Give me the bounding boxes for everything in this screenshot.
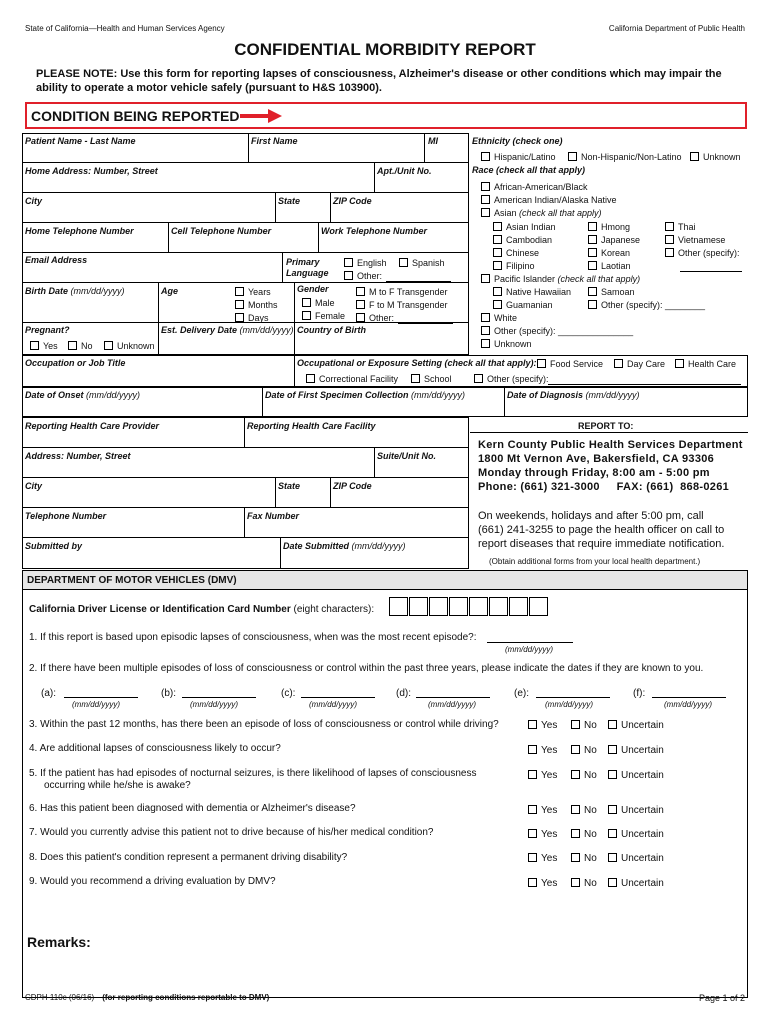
provider-address-label[interactable]: Address: Number, Street: [25, 451, 131, 461]
q9-no-checkbox[interactable]: No: [571, 877, 597, 890]
condition-banner[interactable]: [25, 102, 747, 129]
hawaiian-checkbox[interactable]: Native Hawaiian: [493, 286, 571, 299]
report-to-line-2: 1800 Mt Vernon Ave, Bakersfield, CA 93306: [478, 453, 715, 465]
date-e-line[interactable]: [536, 697, 610, 698]
email-label[interactable]: Email Address: [25, 255, 88, 265]
date-e-format: (mm/dd/yyyy): [545, 700, 593, 709]
question-9: 9. Would you recommend a driving evaluation by DMV?: [29, 876, 276, 887]
years-checkbox[interactable]: Years: [235, 286, 271, 299]
setting-other-checkbox[interactable]: Other (specify):: [474, 373, 549, 386]
q4-uncertain-checkbox[interactable]: Uncertain: [608, 744, 664, 757]
q8-no-checkbox[interactable]: No: [571, 852, 597, 865]
thai-checkbox[interactable]: Thai: [665, 221, 696, 234]
pacific-other-checkbox[interactable]: Other (specify): ________: [588, 299, 705, 312]
primary-label: Primary: [286, 257, 320, 267]
gender-label: Gender: [297, 284, 329, 294]
date-c-label: (c):: [281, 688, 296, 699]
report-to-line-4: Phone: (661) 321-3000 FAX: (661) 868-0261: [478, 481, 730, 493]
race-other-checkbox[interactable]: Other (specify): _______________: [481, 325, 633, 338]
american-indian-checkbox[interactable]: American Indian/Alaska Native: [481, 194, 617, 207]
q4-no-checkbox[interactable]: No: [571, 744, 597, 757]
filipino-checkbox[interactable]: Filipino: [493, 260, 535, 273]
date-c-line[interactable]: [301, 697, 375, 698]
non-hispanic-checkbox[interactable]: Non-Hispanic/Non-Latino: [568, 151, 682, 164]
facility-label[interactable]: Reporting Health Care Facility: [247, 421, 376, 431]
provider-zip-label[interactable]: ZIP Code: [333, 481, 372, 491]
condition-title: CONDITION BEING REPORTED: [31, 108, 240, 124]
date-a-format: (mm/dd/yyyy): [72, 700, 120, 709]
date-d-line[interactable]: [416, 697, 490, 698]
mtof-checkbox[interactable]: M to F Transgender: [356, 286, 448, 299]
q3-uncertain-checkbox[interactable]: Uncertain: [608, 719, 664, 732]
form-number: CDPH 110c (06/16): [25, 993, 95, 1002]
months-checkbox[interactable]: Months: [235, 299, 278, 312]
note-line-2: ability to operate a motor vehicle safely (pursuant to H&S 103900).: [36, 82, 382, 94]
date-d-label: (d):: [396, 688, 411, 699]
q1-date-line[interactable]: [487, 642, 573, 643]
date-b-label: (b):: [161, 688, 176, 699]
country-birth-label[interactable]: Country of Birth: [297, 325, 366, 335]
asian-other-checkbox[interactable]: Other (specify):: [665, 247, 740, 260]
work-tel-label[interactable]: Work Telephone Number: [321, 226, 428, 236]
date-d-format: (mm/dd/yyyy): [428, 700, 476, 709]
date-b-line[interactable]: [182, 697, 256, 698]
q8-yes-checkbox[interactable]: Yes: [528, 852, 557, 865]
state-label[interactable]: State: [278, 196, 301, 206]
question-3: 3. Within the past 12 months, has there been an episode of loss of consciousness or control while driving?: [29, 719, 499, 730]
report-to-line-3: Monday through Friday, 8:00 am - 5:00 pm: [478, 467, 710, 479]
q4-yes-checkbox[interactable]: Yes: [528, 744, 557, 757]
gender-other-checkbox[interactable]: Other:: [356, 312, 394, 325]
setting-label: Occupational or Exposure Setting (check all that apply):: [297, 358, 537, 368]
question-7: 7. Would you currently advise this patient not to drive because of his/her medical condition?: [29, 827, 434, 838]
provider-label[interactable]: Reporting Health Care Provider: [25, 421, 160, 431]
provider-state-label[interactable]: State: [278, 481, 301, 491]
note-line-1: PLEASE NOTE: Use this form for reporting lapses of consciousness, Alzheimer's disease or other conditions which may impair the: [36, 68, 722, 80]
food-service-checkbox[interactable]: Food Service: [537, 358, 603, 371]
license-number-boxes[interactable]: [389, 597, 549, 617]
cell-tel-label[interactable]: Cell Telephone Number: [171, 226, 272, 236]
q5-yes-checkbox[interactable]: Yes: [528, 769, 557, 782]
q9-yes-checkbox[interactable]: Yes: [528, 877, 557, 890]
language-label: Language: [286, 268, 329, 278]
date-submitted-label[interactable]: Date Submitted: [283, 541, 352, 551]
question-5-line-2: occurring while he/she is awake?: [44, 780, 191, 791]
question-2: 2. If there have been multiple episodes of loss of consciousness or control within the past three years, please indicate the dates if they are known to you.: [29, 663, 704, 674]
ftom-checkbox[interactable]: F to M Transgender: [356, 299, 448, 312]
pacific-checkbox[interactable]: Pacific Islander (check all that apply): [481, 273, 640, 286]
q7-yes-checkbox[interactable]: Yes: [528, 828, 557, 841]
female-checkbox[interactable]: Female: [302, 310, 345, 323]
hispanic-checkbox[interactable]: Hispanic/Latino: [481, 151, 556, 164]
license-label: California Driver License or Identification Card Number: [29, 604, 294, 615]
date-f-format: (mm/dd/yyyy): [664, 700, 712, 709]
onset-label[interactable]: Date of Onset: [25, 390, 87, 400]
report-to-title: REPORT TO:: [578, 421, 634, 431]
question-4: 4. Are additional lapses of consciousness likely to occur?: [29, 743, 281, 754]
specimen-label[interactable]: Date of First Specimen Collection: [265, 390, 412, 400]
provider-fax-label[interactable]: Fax Number: [247, 511, 300, 521]
vietnamese-checkbox[interactable]: Vietnamese: [665, 234, 725, 247]
occupation-label[interactable]: Occupation or Job Title: [25, 358, 126, 368]
date-f-label: (f):: [633, 688, 646, 699]
question-8: 8. Does this patient's condition represent a permanent driving disability?: [29, 852, 348, 863]
weekend-line-2: (661) 241-3255 to page the health officer on call to: [478, 524, 725, 536]
date-f-line[interactable]: [652, 697, 726, 698]
home-address-label[interactable]: Home Address: Number, Street: [25, 166, 158, 176]
q1-date-format: (mm/dd/yyyy): [505, 645, 553, 654]
pregnant-label: Pregnant?: [25, 325, 70, 335]
spanish-checkbox[interactable]: Spanish: [399, 257, 445, 270]
remarks-label: Remarks:: [27, 934, 91, 950]
form-title: CONFIDENTIAL MORBIDITY REPORT: [234, 40, 536, 59]
report-to-line-1: Kern County Public Health Services Department: [478, 439, 743, 451]
birth-date-label[interactable]: Birth Date: [25, 286, 71, 296]
age-label[interactable]: Age: [161, 286, 179, 296]
race-unknown-checkbox[interactable]: Unknown: [481, 338, 532, 351]
asian-indian-checkbox[interactable]: Asian Indian: [493, 221, 556, 234]
delivery-date-label[interactable]: Est. Delivery Date: [161, 325, 240, 335]
samoan-checkbox[interactable]: Samoan: [588, 286, 635, 299]
provider-city-label[interactable]: City: [25, 481, 43, 491]
date-e-label: (e):: [514, 688, 529, 699]
q7-uncertain-checkbox[interactable]: Uncertain: [608, 828, 664, 841]
laotian-checkbox[interactable]: Laotian: [588, 260, 631, 273]
korean-checkbox[interactable]: Korean: [588, 247, 630, 260]
question-6: 6. Has this patient been diagnosed with dementia or Alzheimer's disease?: [29, 803, 356, 814]
dmv-title: DEPARTMENT OF MOTOR VEHICLES (DMV): [27, 575, 237, 586]
school-checkbox[interactable]: School: [411, 373, 452, 386]
ethnicity-title: Ethnicity (check one): [472, 136, 563, 146]
date-b-format: (mm/dd/yyyy): [190, 700, 238, 709]
home-tel-label[interactable]: Home Telephone Number: [25, 226, 134, 236]
submitted-by-label[interactable]: Submitted by: [25, 541, 83, 551]
african-checkbox[interactable]: African-American/Black: [481, 181, 588, 194]
arrow-right-icon: [240, 109, 282, 123]
q7-no-checkbox[interactable]: No: [571, 828, 597, 841]
q3-no-checkbox[interactable]: No: [571, 719, 597, 732]
remarks-area[interactable]: [120, 920, 740, 990]
page-number: Page 1 of 2: [698, 993, 745, 1003]
ethnicity-unknown-checkbox[interactable]: Unknown: [690, 151, 741, 164]
weekend-line-1: On weekends, holidays and after 5:00 pm, call: [478, 510, 704, 522]
q3-yes-checkbox[interactable]: Yes: [528, 719, 557, 732]
correctional-checkbox[interactable]: Correctional Facility: [306, 373, 398, 386]
q6-yes-checkbox[interactable]: Yes: [528, 804, 557, 817]
day-care-checkbox[interactable]: Day Care: [614, 358, 665, 371]
first-name-label[interactable]: First Name: [251, 136, 298, 146]
guamanian-checkbox[interactable]: Guamanian: [493, 299, 553, 312]
race-title: Race (check all that apply): [472, 165, 586, 175]
male-checkbox[interactable]: Male: [302, 297, 335, 310]
q5-no-checkbox[interactable]: No: [571, 769, 597, 782]
agency-name: State of California—Health and Human Services Agency: [25, 24, 225, 33]
hmong-checkbox[interactable]: Hmong: [588, 221, 630, 234]
provider-tel-label[interactable]: Telephone Number: [25, 511, 107, 521]
additional-forms-note: (Obtain additional forms from your local health department.): [489, 557, 701, 566]
chinese-checkbox[interactable]: Chinese: [493, 247, 539, 260]
english-checkbox[interactable]: English: [344, 257, 387, 270]
zip-label[interactable]: ZIP Code: [333, 196, 372, 206]
department-name: California Department of Public Health: [608, 24, 745, 33]
language-other-checkbox[interactable]: Other:: [344, 270, 382, 283]
q9-uncertain-checkbox[interactable]: Uncertain: [608, 877, 664, 890]
question-5: 5. If the patient has had episodes of nocturnal seizures, is there likelihood of lapses of consciousness: [29, 768, 477, 779]
footer-note: (for reporting conditions reportable to DMV): [102, 993, 270, 1002]
apt-label[interactable]: Apt./Unit No.: [377, 166, 432, 176]
suite-label[interactable]: Suite/Unit No.: [377, 451, 436, 461]
pregnant-yes-checkbox[interactable]: Yes: [30, 340, 58, 353]
q8-uncertain-checkbox[interactable]: Uncertain: [608, 852, 664, 865]
diagnosis-label[interactable]: Date of Diagnosis: [507, 390, 586, 400]
q5-uncertain-checkbox[interactable]: Uncertain: [608, 769, 664, 782]
q6-no-checkbox[interactable]: No: [571, 804, 597, 817]
date-a-label: (a):: [41, 688, 56, 699]
weekend-line-3: report diseases that require immediate notification.: [478, 538, 725, 550]
last-name-label[interactable]: Patient Name - Last Name: [25, 136, 136, 146]
white-checkbox[interactable]: White: [481, 312, 517, 325]
q6-uncertain-checkbox[interactable]: Uncertain: [608, 804, 664, 817]
days-checkbox[interactable]: Days: [235, 312, 269, 325]
cambodian-checkbox[interactable]: Cambodian: [493, 234, 552, 247]
mi-label[interactable]: MI: [428, 136, 438, 146]
asian-checkbox[interactable]: Asian (check all that apply): [481, 207, 602, 220]
date-c-format: (mm/dd/yyyy): [309, 700, 357, 709]
health-care-checkbox[interactable]: Health Care: [675, 358, 736, 371]
pregnant-unknown-checkbox[interactable]: Unknown: [104, 340, 155, 353]
pregnant-no-checkbox[interactable]: No: [68, 340, 93, 353]
date-a-line[interactable]: [64, 697, 138, 698]
japanese-checkbox[interactable]: Japanese: [588, 234, 640, 247]
question-1: 1. If this report is based upon episodic lapses of consciousness, when was the most recent episode?:: [29, 632, 477, 643]
city-label[interactable]: City: [25, 196, 43, 206]
